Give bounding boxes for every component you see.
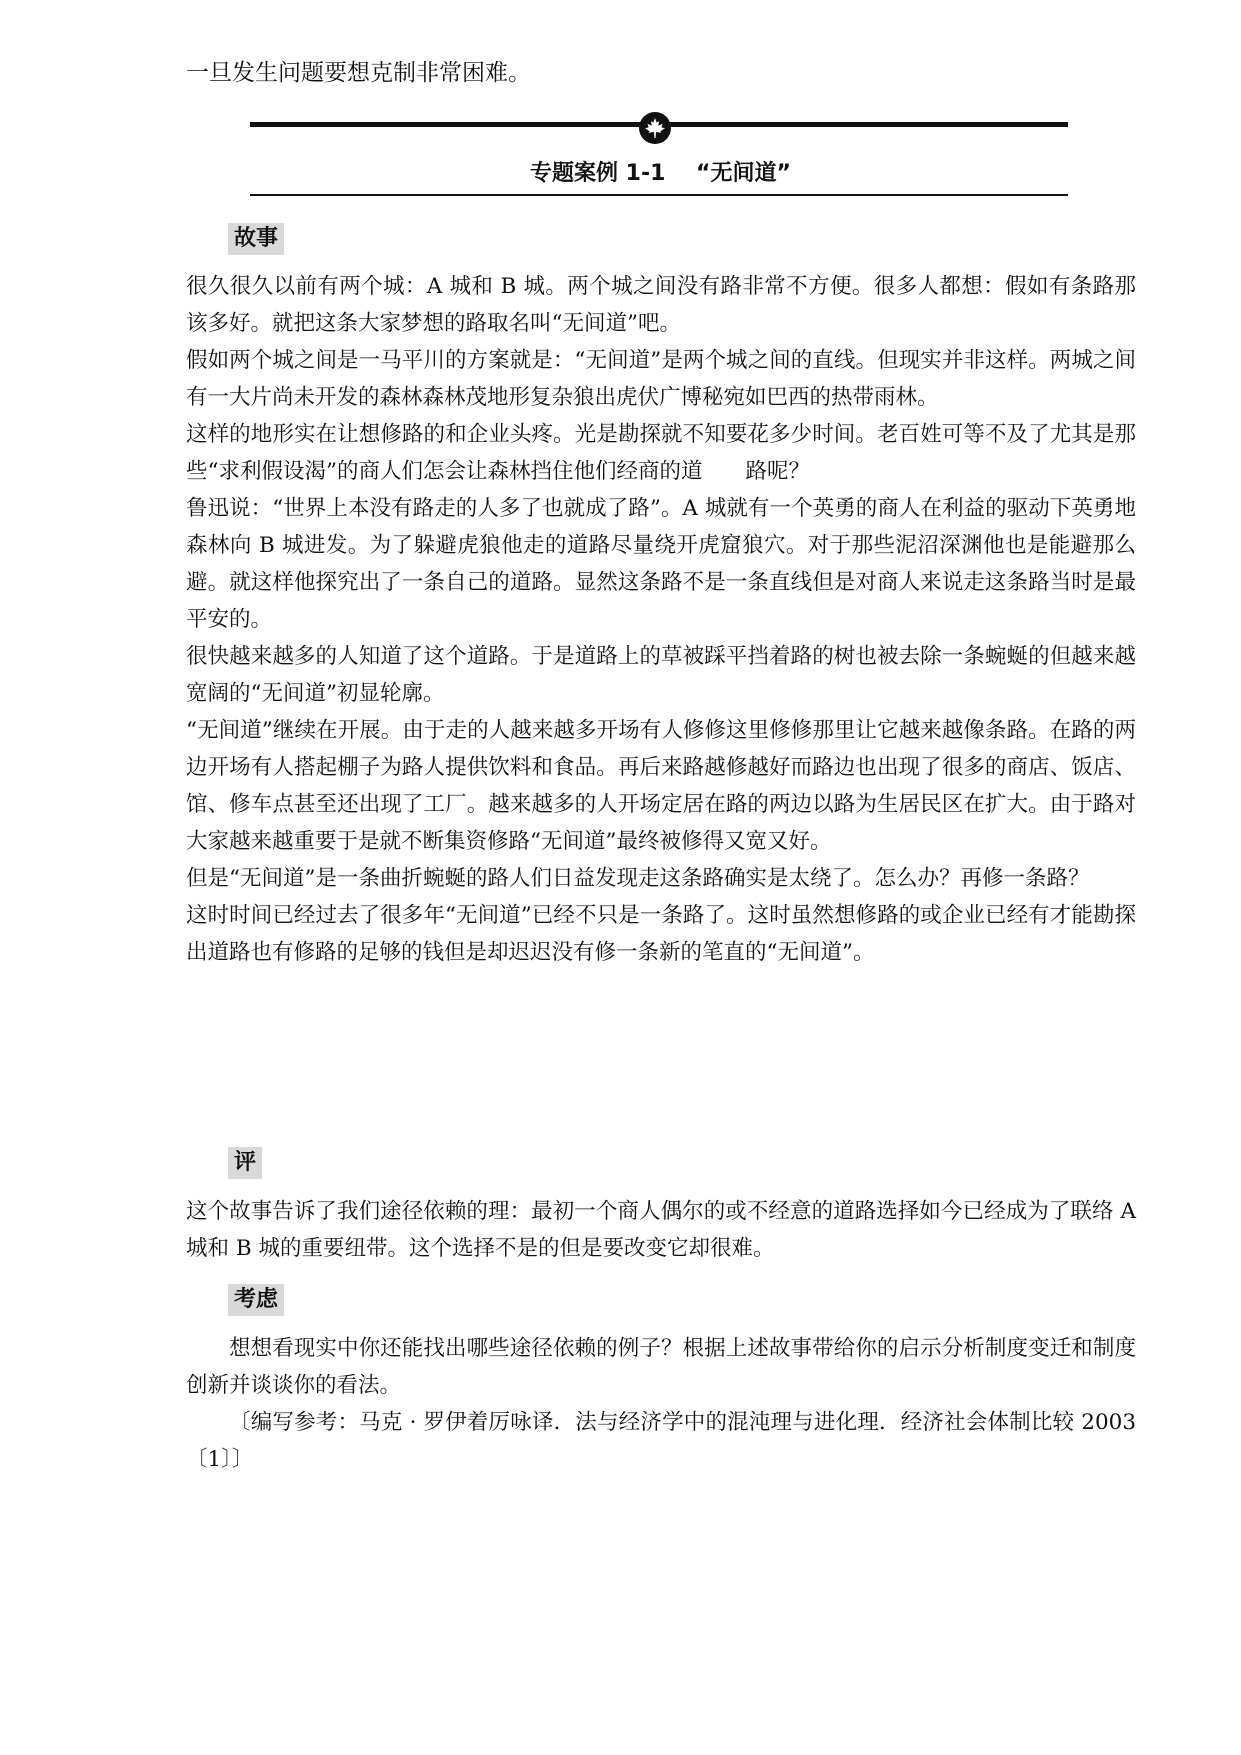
consider-heading: 考虑: [228, 1284, 284, 1316]
story-body: [186, 268, 1136, 971]
story-paragraph: 很快越来越多的人知道了这个道路。于是道路上的草被踩平挡着路的树也被去除一条蜿蜒的但越来越宽阔的“无间道”初显轮廓。: [186, 644, 1136, 706]
story-heading: 故事: [228, 223, 284, 255]
comment-body: [186, 1193, 1136, 1267]
continued-text-line: 一旦发生问题要想克制非常困难。: [186, 60, 531, 86]
comment-paragraph: 这个故事告诉了我们途径依赖的理：最初一个商人偶尔的或不经意的道路选择如今已经成为了联络 A 城和 B 城的重要纽带。这个选择不是的但是要改变它却很难。: [186, 1199, 1136, 1261]
story-paragraph: 很久很久以前有两个城：A 城和 B 城。两个城之间没有路非常不方便。很多人都想：假如有条路那该多好。就把这条大家梦想的路取名叫“无间道”吧。: [186, 274, 1136, 336]
story-paragraph: 这样的地形实在让想修路的和企业头疼。光是勘探就不知要花多少时间。老百姓可等不及了尤其是那些“求利假设渴”的商人们怎会让森林挡住他们经商的道 路呢？: [186, 422, 1136, 484]
story-paragraph: 假如两个城之间是一马平川的方案就是：“无间道”是两个城之间的直线。但现实并非这样。两城之间有一大片尚未开发的森林森林茂地形复杂狼出虎伏广博秘宛如巴西的热带雨林。: [186, 348, 1136, 410]
story-paragraph: 但是“无间道”是一条曲折蜿蜒的路人们日益发现走这条路确实是太绕了。怎么办？再修一条路？: [186, 866, 1090, 891]
consider-body: [186, 1330, 1136, 1478]
comment-heading: 评: [228, 1147, 262, 1179]
maple-leaf-icon: [639, 112, 671, 144]
consider-paragraph: 想想看现实中你还能找出哪些途径依赖的例子？根据上述故事带给你的启示分析制度变迁和制度创新并谈谈你的看法。: [186, 1336, 1136, 1398]
case-banner: [250, 112, 1068, 200]
story-paragraph: 鲁迅说：“世界上本没有路走的人多了也就成了路”。A 城就有一个英勇的商人在利益的驱动下英勇地森林向 B 城进发。为了躲避虎狼他走的道路尽量绕开虎窟狼穴。对于那些泥沼深渊他也是能避那么避。就这样他探究出了一条自己的道路。显然这条路不是一条直线但是对商人来说走这条路当时是最平安的。: [186, 496, 1136, 632]
story-paragraph: “无间道”继续在开展。由于走的人越来越多开场有人修修这里修修那里让它越来越像条路。在路的两边开场有人搭起棚子为路人提供饮料和食品。再后来路越修越好而路边也出现了很多的商店、饭店、馆、修车点甚至还出现了工厂。越来越多的人开场定居在路的两边以路为生居民区在扩大。由于路对大家越来越重要于是就不断集资修路“无间道”最终被修得又宽又好。: [186, 718, 1136, 854]
story-paragraph: 这时时间已经过去了很多年“无间道”已经不只是一条路了。这时虽然想修路的或企业已经有才能勘探出道路也有修路的足够的钱但是却迟迟没有修一条新的笔直的“无间道”。: [186, 903, 1136, 965]
case-title: 专题案例 1-1 “无间道”: [530, 161, 791, 186]
banner-bottom-rule: [250, 194, 1068, 196]
reference-paragraph: 〔编写参考：马克 · 罗伊着厉咏译．法与经济学中的混沌理与进化理．经济社会体制比较 2003〔1〕〕: [186, 1410, 1136, 1472]
